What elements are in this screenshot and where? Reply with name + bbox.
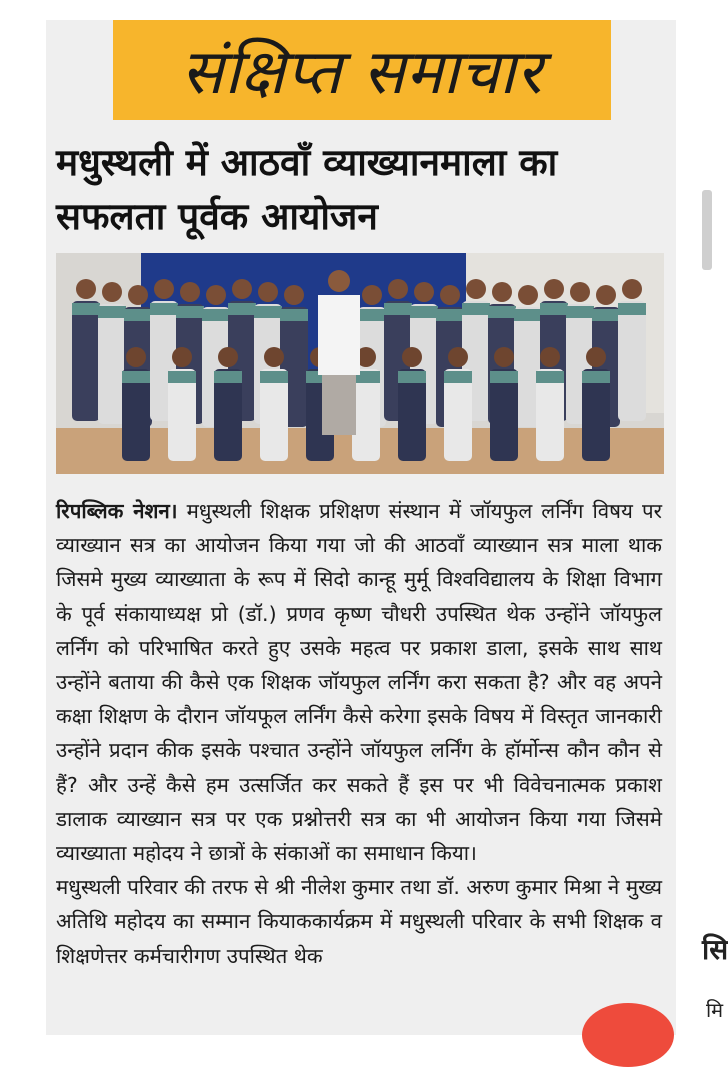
article-paragraph-2: मधुस्थली परिवार की तरफ से श्री नीलेश कुमार तथा डॉ. अरुण कुमार मिश्रा ने मुख्य अतिथि महोदय का सम्मान कियाककार्यक्रम में मधुस्थली परिवार के सभी शिक्षक व शिक्षणेत्तर कर्मचारीगण उपस्थित थेक (56, 875, 662, 968)
group-photo (56, 253, 664, 474)
headline-line-2: सफलता पूर्वक आयोजन (56, 195, 378, 238)
neighbor-column-text-fragment: मि (706, 998, 724, 1022)
article-body (56, 494, 662, 973)
red-sticker-icon (582, 1003, 674, 1067)
neighbor-column-heading-fragment: सि (702, 933, 728, 966)
article-lead: रिपब्लिक नेशन। (56, 499, 178, 523)
paragraph-1-text: मधुस्थली शिक्षक प्रशिक्षण संस्थान में जॉयफुल लर्निंग विषय पर व्याख्यान सत्र का आयोजन किया गया जो की आठवाँ व्याख्यान सत्र माला थाक जिसमे मुख्य व्याख्याता के रूप में सिदो कान्हू मुर्मू विश्वविद्यालय के शिक्षा विभाग के पूर्व संकायाध्यक्ष प्रो (डॉ.) प्रणव कृष्ण चौधरी उपस्थित थेक उन्होंने जॉयफुल लर्निंग को परिभाषित करते हुए उसके महत्व पर प्रकाश डाला, इसके साथ साथ उन्होंने बताया की कैसे एक शिक्षक जॉयफुल लर्निंग करा सकता है? और वह अपने कक्षा शिक्षण के दौरान जॉयफूल लर्निंग कैसे करेगा इसके विषय में विस्तृत जानकारी उन्होंने प्रदान कीक इसके पश्चात उन्होंने जॉयफुल लर्निंग के हॉर्मोन्स कौन कौन से हैं? और उन्हें कैसे हम उत्सर्जित कर सकते हैं इस पर भी विवेचनात्मक प्रकाश डालाक व्याख्यान सत्र पर एक प्रश्नोत्तरी सत्र का भी आयोजन किया गया जिसमे व्याख्याता महोदय ने छात्रों के संकाओं का समाधान किया। (56, 499, 662, 866)
group-photo-illustration (56, 253, 664, 474)
section-banner (113, 20, 611, 120)
neighbor-column-edge (702, 190, 712, 270)
article-paragraph-1 (56, 494, 662, 870)
article-headline (56, 136, 676, 244)
headline-line-1: मधुस्थली में आठवाँ व्याख्यानमाला का (56, 141, 558, 184)
banner-title: संक्षिप्त समाचार (181, 35, 543, 108)
